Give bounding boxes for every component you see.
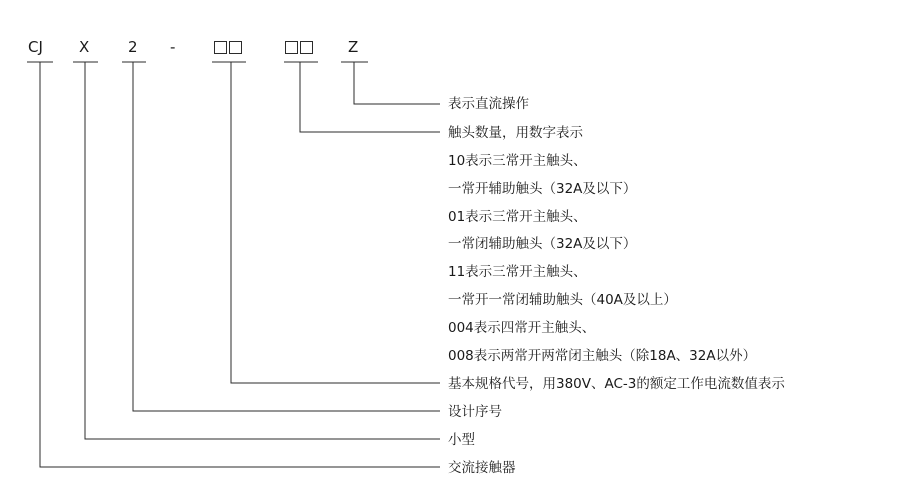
note-rating: 基本规格代号，用380V、AC-3的额定工作电流数值表示	[448, 376, 785, 392]
placeholder-square	[229, 41, 242, 54]
code-part-dash: -	[170, 38, 176, 56]
note-01-1: 01表示三常开主触头、	[448, 209, 587, 225]
code-part-x: X	[79, 38, 90, 56]
contact-boxes	[285, 41, 313, 54]
note-004: 004表示四常开主触头、	[448, 320, 596, 336]
note-contact-count: 触头数量，用数字表示	[448, 125, 583, 141]
leader-dc	[354, 62, 440, 104]
leader-line-group	[40, 62, 440, 467]
note-01-2: 一常闭辅助触头（32A及以下）	[448, 236, 637, 252]
leader-design	[133, 62, 440, 411]
note-008: 008表示两常开两常闭主触头（除18A、32A以外）	[448, 348, 757, 364]
note-design: 设计序号	[448, 404, 502, 420]
code-part-cj: CJ	[28, 38, 43, 56]
note-10-2: 一常开辅助触头（32A及以下）	[448, 181, 637, 197]
note-11-1: 11表示三常开主触头、	[448, 264, 587, 280]
placeholder-square	[285, 41, 298, 54]
code-part-series: 2	[128, 38, 138, 56]
leader-contact-count	[300, 62, 440, 132]
note-small: 小型	[448, 432, 475, 448]
leader-contactor	[40, 62, 440, 467]
code-part-suffix-z: Z	[348, 38, 359, 56]
placeholder-square	[300, 41, 313, 54]
rating-boxes	[214, 41, 242, 54]
leader-small	[85, 62, 440, 439]
leader-rating	[231, 62, 440, 383]
note-11-2: 一常开一常闭辅助触头（40A及以上）	[448, 292, 677, 308]
placeholder-square	[214, 41, 227, 54]
note-contactor: 交流接触器	[448, 460, 516, 476]
note-10-1: 10表示三常开主触头、	[448, 153, 587, 169]
note-dc: 表示直流操作	[448, 96, 529, 112]
